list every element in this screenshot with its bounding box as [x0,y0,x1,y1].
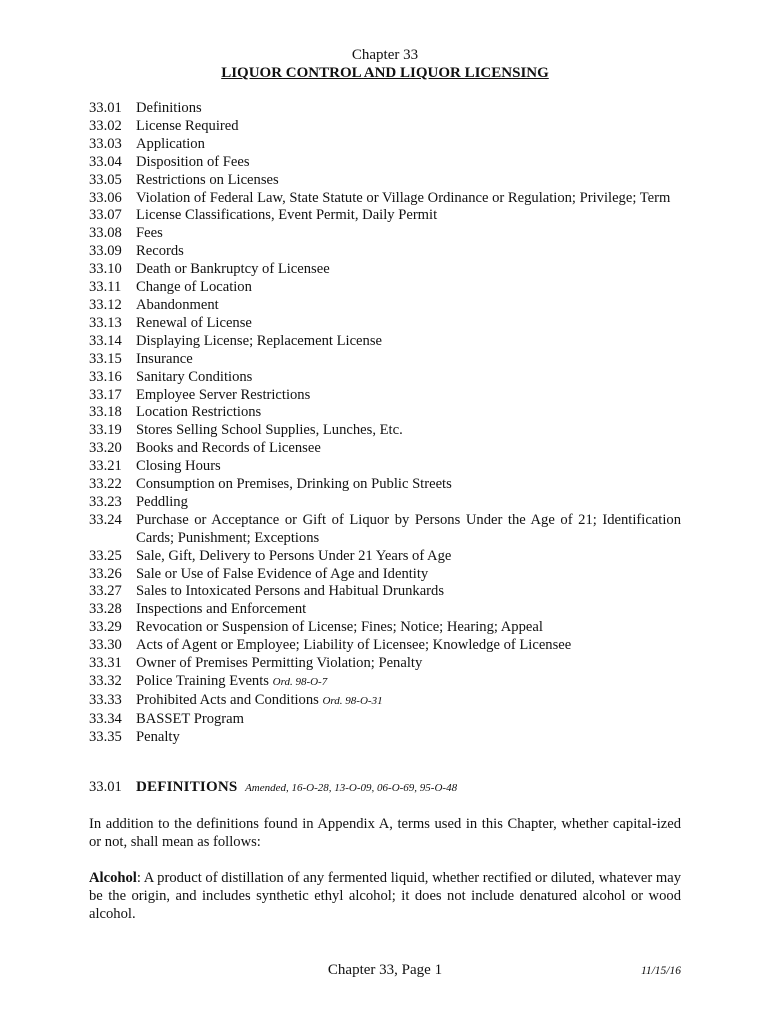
toc-item-number: 33.17 [89,386,122,403]
toc-item-number: 33.30 [89,637,122,654]
toc-item-title-wrap [136,512,681,548]
toc-item-title-wrap [136,729,681,747]
toc-item-number: 33.19 [89,422,122,439]
toc-item-title-wrap [136,458,681,476]
section-title: DEFINITIONS [136,779,238,795]
toc-item-title: Violation of Federal Law, State Statute or Village Ordinance or Regulation; Privilege; Term [136,189,671,206]
footer-date: 11/15/16 [640,965,681,977]
toc-item [89,512,681,548]
toc-item-title: Sale or Use of False Evidence of Age and Identity [136,565,429,582]
section-amendment-note: Amended, 16-O-28, 13-O-09, 06-O-69, 95-O-48 [245,782,458,794]
definition-alcohol [89,869,681,923]
toc-item-number: 33.10 [89,261,122,278]
toc-item [89,601,681,619]
toc-item [89,207,681,225]
toc-item-title-wrap [136,297,681,315]
toc-item-title: Insurance [136,350,193,367]
table-of-contents [89,100,681,747]
toc-item-number: 33.12 [89,296,122,313]
toc-item [89,172,681,190]
toc-item-number: 33.05 [89,171,122,188]
toc-item-title: License Required [136,117,239,134]
toc-item-number: 33.02 [89,117,122,134]
toc-item-title-wrap [136,619,681,637]
toc-item-title: Records [136,243,184,260]
toc-item-title-wrap [136,673,681,692]
toc-item-number: 33.13 [89,314,122,331]
toc-item [89,494,681,512]
chapter-title: LIQUOR CONTROL AND LIQUOR LICENSING [221,65,549,81]
toc-item [89,154,681,172]
toc-item [89,333,681,351]
toc-item-number: 33.06 [89,189,122,206]
toc-item-title-wrap [136,333,681,351]
toc-item-title-wrap [136,494,681,512]
toc-item [89,692,681,711]
toc-item-number: 33.24 [89,511,122,528]
toc-item-number: 33.31 [89,655,122,672]
toc-item-title-wrap [136,154,681,172]
toc-item-number: 33.28 [89,601,122,618]
toc-item-number: 33.18 [89,404,122,421]
toc-item-title: Consumption on Premises, Drinking on Public Streets [136,476,452,493]
toc-item-title: Stores Selling School Supplies, Lunches, Etc. [136,422,403,439]
toc-item-title: Sanitary Conditions [136,368,253,385]
definition-term: Alcohol [89,870,137,886]
toc-item-title-wrap [136,692,681,711]
toc-item-number: 33.29 [89,619,122,636]
intro-paragraph: In addition to the definitions found in Appendix A, terms used in this Chapter, whether capital-ized or not, shall mean as follows: [89,816,681,850]
toc-item-title-wrap [136,404,681,422]
toc-item-number: 33.16 [89,368,122,385]
toc-item [89,190,681,208]
toc-item-title-wrap [136,440,681,458]
section-number: 33.01 [89,779,122,795]
toc-item-title-wrap [136,422,681,440]
toc-item-ordinance: Ord. 98-O-7 [272,676,328,688]
toc-item-number: 33.22 [89,476,122,493]
toc-item [89,711,681,729]
toc-item-number: 33.27 [89,583,122,600]
toc-item-title: Sale, Gift, Delivery to Persons Under 21 Years of Age [136,547,452,564]
toc-item-title-wrap [136,207,681,225]
toc-item [89,458,681,476]
toc-item [89,566,681,584]
toc-item [89,583,681,601]
toc-item-title-wrap [136,583,681,601]
toc-item [89,404,681,422]
toc-item-title-wrap [136,351,681,369]
toc-item [89,279,681,297]
toc-item-title: Acts of Agent or Employee; Liability of Licensee; Knowledge of Licensee [136,637,572,654]
toc-item-title-wrap [136,315,681,333]
toc-item [89,225,681,243]
toc-item-number: 33.34 [89,710,122,727]
toc-item [89,351,681,369]
toc-item-title: Sales to Intoxicated Persons and Habitual Drunkards [136,583,445,600]
toc-item-title: Restrictions on Licenses [136,171,279,188]
toc-item [89,136,681,154]
toc-item [89,673,681,692]
toc-item-title: License Classifications, Event Permit, Daily Permit [136,207,438,224]
toc-item-number: 33.14 [89,332,122,349]
toc-item-number: 33.04 [89,153,122,170]
toc-item-title-wrap [136,172,681,190]
toc-item-title: Disposition of Fees [136,153,250,170]
toc-item-number: 33.11 [89,279,122,296]
toc-item-number: 33.32 [89,673,122,689]
toc-item-title: Renewal of License [136,314,252,331]
toc-item-number: 33.08 [89,225,122,242]
toc-item-title: Inspections and Enforcement [136,601,307,618]
toc-item-title-wrap [136,387,681,405]
toc-item [89,548,681,566]
toc-item-title-wrap [136,566,681,584]
toc-item-title-wrap [136,225,681,243]
toc-item-title: Fees [136,225,163,242]
toc-item-title: Prohibited Acts and Conditions [136,691,319,708]
toc-item-title-wrap [136,100,681,118]
toc-item-title-wrap [136,118,681,136]
toc-item [89,619,681,637]
toc-item-title: Employee Server Restrictions [136,386,311,403]
toc-item [89,261,681,279]
toc-item-title: Change of Location [136,279,252,296]
toc-item [89,440,681,458]
chapter-number: Chapter 33 [351,47,419,63]
toc-item-title-wrap [136,243,681,261]
toc-item-number: 33.09 [89,243,122,260]
toc-item-title: Location Restrictions [136,404,262,421]
toc-item-number: 33.21 [89,458,122,475]
toc-item-title-wrap [136,655,681,673]
toc-item-number: 33.07 [89,207,122,224]
toc-item-title: Abandonment [136,296,219,313]
toc-item [89,369,681,387]
toc-item [89,422,681,440]
toc-item-number: 33.33 [89,691,122,708]
section-heading [89,778,681,797]
toc-item-ordinance: Ord. 98-O-31 [322,694,383,707]
toc-item-title: Definitions [136,100,202,116]
toc-item [89,297,681,315]
toc-item-title: Owner of Premises Permitting Violation; Penalty [136,655,423,672]
toc-item-title-wrap [136,476,681,494]
toc-item [89,476,681,494]
toc-item-number: 33.15 [89,350,122,367]
toc-item [89,387,681,405]
toc-item-title-wrap [136,548,681,566]
toc-item-title: Death or Bankruptcy of Licensee [136,261,330,278]
toc-item-title-wrap [136,279,681,297]
toc-item-title-wrap [136,190,681,208]
toc-item [89,729,681,747]
toc-item-number: 33.01 [89,100,122,116]
toc-item-title-wrap [136,136,681,154]
toc-item-number: 33.03 [89,135,122,152]
toc-item-title: BASSET Program [136,710,244,727]
toc-item-number: 33.20 [89,440,122,457]
toc-item-number: 33.35 [89,728,122,745]
toc-item-title: Purchase or Acceptance or Gift of Liquor by Persons Under the Age of 21; Identification Cards; Punishment; Exceptions [136,511,681,546]
toc-item-title: Penalty [136,728,180,745]
toc-item [89,243,681,261]
toc-item-title: Revocation or Suspension of License; Fines; Notice; Hearing; Appeal [136,619,543,636]
toc-item-title: Books and Records of Licensee [136,440,321,457]
toc-item-title-wrap [136,601,681,619]
toc-item [89,315,681,333]
toc-item-number: 33.26 [89,565,122,582]
toc-item-title: Closing Hours [136,458,221,475]
toc-item-title: Displaying License; Replacement License [136,332,382,349]
toc-item-title-wrap [136,369,681,387]
toc-item [89,100,681,118]
page-footer: Chapter 33, Page 1 [327,962,443,978]
toc-item-number: 33.23 [89,493,122,510]
toc-item-title-wrap [136,711,681,729]
toc-item [89,118,681,136]
toc-item-title: Application [136,135,205,152]
definition-text: : A product of distillation of any fermented liquid, whether rectified or diluted, whatever may be the origin, and includes synthetic ethyl alcohol; it does not include denatured alcohol or wood alcohol. [89,870,681,922]
toc-item-number: 33.25 [89,547,122,564]
toc-item-title: Peddling [136,493,188,510]
toc-item-title: Police Training Events [136,673,269,689]
toc-item-title-wrap [136,637,681,655]
toc-item-title-wrap [136,261,681,279]
toc-item [89,655,681,673]
toc-item [89,637,681,655]
